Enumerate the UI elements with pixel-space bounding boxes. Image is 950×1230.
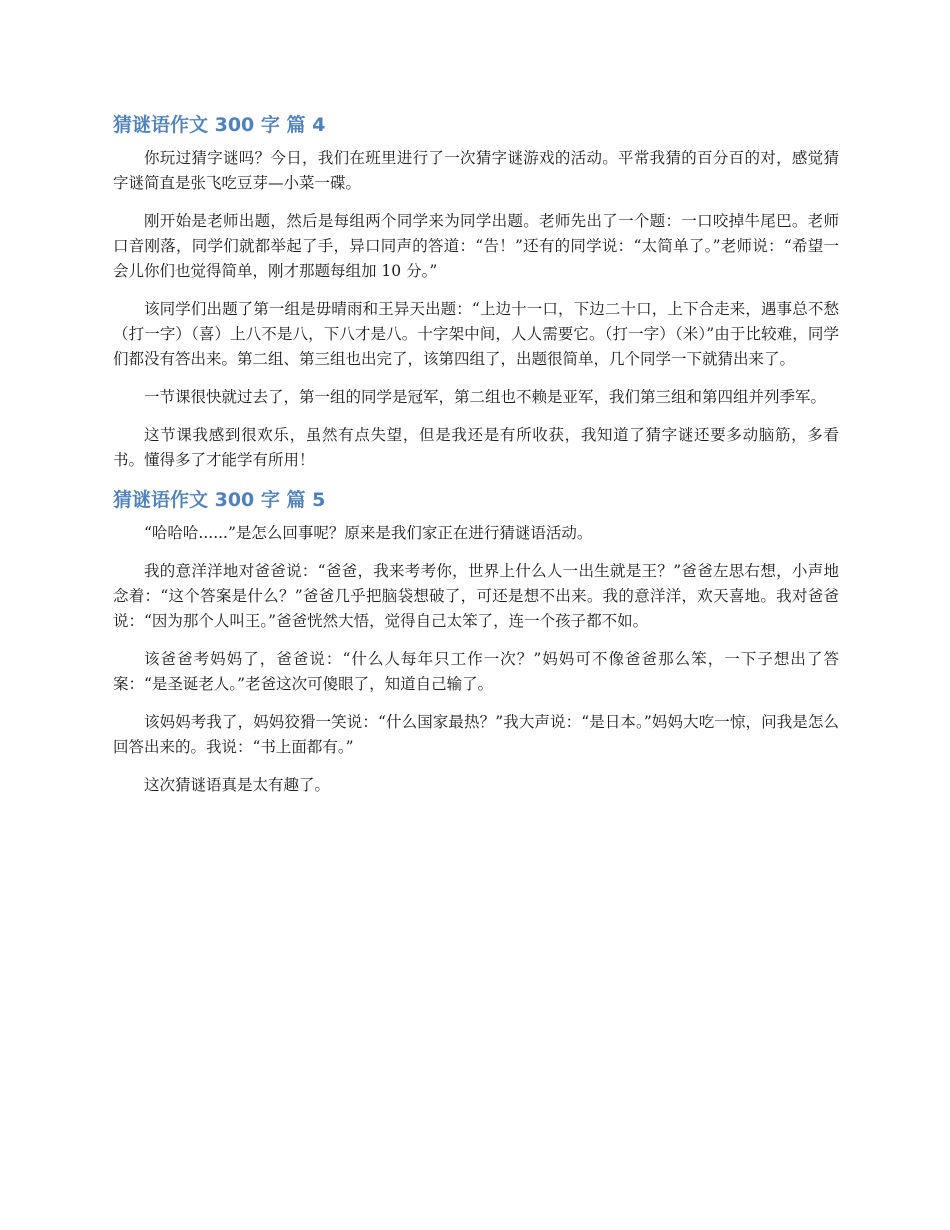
- document-page: [113, 112, 839, 811]
- section-5-paragraph: 该爸爸考妈妈了，爸爸说：“什么人每年只工作一次？”妈妈可不像爸爸那么笨，一下子想出了答案：“是圣诞老人。”老爸这次可傻眼了，知道自己输了。: [113, 650, 839, 693]
- section-5-paragraph: 该妈妈考我了，妈妈狡猾一笑说：“什么国家最热？”我大声说：“是日本。”妈妈大吃一惊，问我是怎么回答出来的。我说：“书上面都有。”: [113, 713, 839, 756]
- section-4-title: 猜谜语作文 300 字 篇 4: [113, 114, 326, 136]
- section-4-paragraph: 这节课我感到很欢乐，虽然有点失望，但是我还是有所收获，我知道了猜字谜还要多动脑筋，多看书。懂得多了才能学有所用！: [113, 426, 839, 469]
- section-4-paragraph: 刚开始是老师出题，然后是每组两个同学来为同学出题。老师先出了一个题：一口咬掉牛尾巴。老师口音刚落，同学们就都举起了手，异口同声的答道：“告！”还有的同学说：“太简单了。”老师说：“希望一会儿你们也觉得简单，刚才那题每组加 10 分。”: [113, 212, 839, 280]
- section-4-paragraph: 你玩过猜字谜吗？今日，我们在班里进行了一次猜字谜游戏的活动。平常我猜的百分百的对，感觉猜字谜简直是张飞吃豆芽—小菜一碟。: [113, 149, 839, 192]
- section-5-paragraph: “哈哈哈......”是怎么回事呢？原来是我们家正在进行猜谜语活动。: [144, 524, 593, 542]
- section-4-paragraph: 一节课很快就过去了，第一组的同学是冠军，第二组也不赖是亚军，我们第三组和第四组并列季军。: [144, 388, 827, 406]
- section-5-title: 猜谜语作文 300 字 篇 5: [113, 489, 326, 511]
- section-5-paragraph: 这次猜谜语真是太有趣了。: [144, 776, 331, 794]
- section-5-paragraph: 我的意洋洋地对爸爸说：“爸爸，我来考考你，世界上什么人一出生就是王？”爸爸左思右想，小声地念着：“这个答案是什么？”爸爸几乎把脑袋想破了，可还是想不出来。我的意洋洋，欢天喜地。我对爸爸说：“因为那个人叫王。”爸爸恍然大悟，觉得自己太笨了，连一个孩子都不如。: [113, 562, 839, 630]
- section-4-paragraph: 该同学们出题了第一组是毋晴雨和王异天出题：“上边十一口，下边二十口，上下合走来，遇事总不愁（打一字）（喜）上八不是八，下八才是八。十字架中间，人人需要它。（打一字）（米）”由于比较难，同学们都没有答出来。第二组、第三组也出完了，该第四组了，出题很简单，几个同学一下就猜出来了。: [113, 300, 839, 368]
